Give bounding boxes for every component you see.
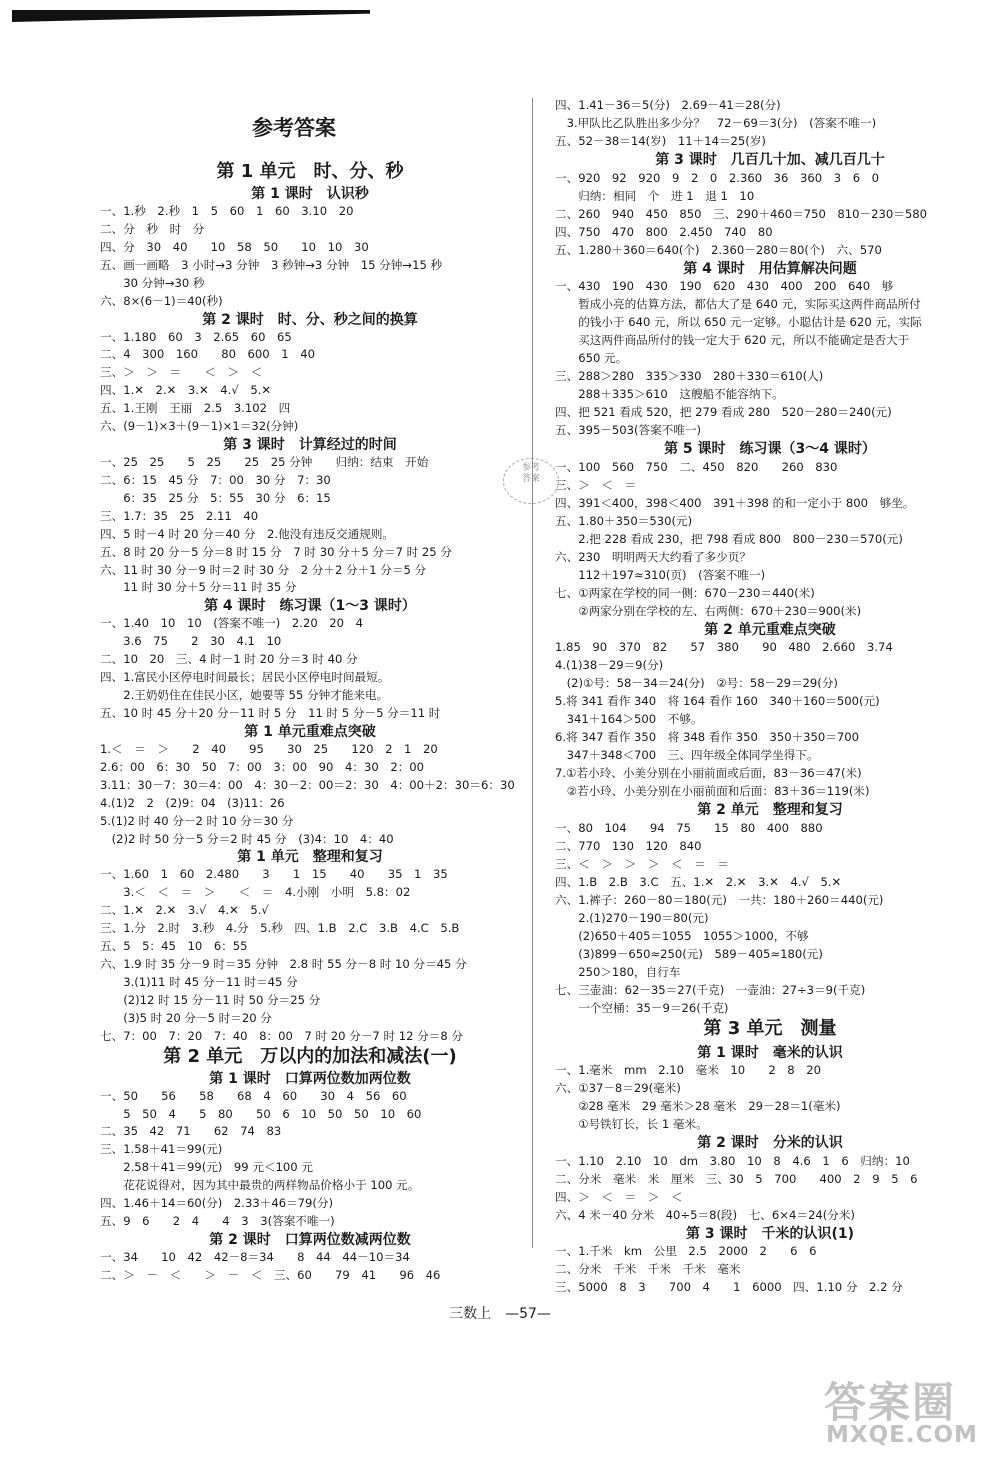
page-title: 参考答案: [252, 116, 336, 140]
section-heading: 第 3 课时 计算经过的时间: [223, 437, 397, 454]
answer-line: (2)2 时 50 分－5 分＝2 时 45 分 (3)4：10 4：40: [100, 831, 394, 846]
answer-line: 的钱小于 640 元，所以 650 元一定够。小聪估计是 620 元，实际: [555, 315, 922, 329]
section-heading: 第 1 课时 毫米的认识: [697, 1044, 843, 1061]
answer-line: 二、分 秒 时 分: [100, 221, 205, 236]
section-heading: 第 1 课时 口算两位数加两位数: [209, 1070, 411, 1087]
answer-line: (3)899－650≈250(元) 589－405≈180(元): [555, 946, 823, 961]
answer-line: 3.＜ ＜ ＝ ＞ ＜ ＝ 4.小刚 小明 5.8：02: [100, 885, 411, 900]
answer-line: 三、1.分 2.时 3.秒 4.分 5.秒 四、1.B 2.C 3.B 4.C 5.B: [100, 921, 460, 936]
answer-line: 五、10 时 45 分＋20 分－11 时 5 分 11 时 5 分－5 分＝11 时: [100, 706, 441, 720]
column-divider: [532, 98, 533, 1248]
section-heading: 第 3 课时 几百几十加、减几百几十: [655, 152, 885, 168]
answer-line: 三、＞ ＜ ＝: [555, 477, 637, 492]
answer-line: 7.①若小玲、小美分别在小丽前面或后面，83－36＝47(米): [555, 766, 862, 780]
answer-line: (2)12 时 15 分－11 时 50 分＝25 分: [100, 992, 321, 1007]
answer-line: 6：35 25 分 5：55 30 分 6：15: [100, 490, 331, 505]
section-heading: 第 1 单元重难点突破: [244, 723, 376, 740]
answer-line: 五、1.80＋350＝530(元): [555, 513, 693, 528]
answer-line: 112＋197≈310(页) (答案不唯一): [555, 567, 766, 582]
page-footer: 三数上 —57—: [449, 1306, 551, 1322]
answer-line: 花花说得对，因为其中最贵的两样物品价格小于 100 元。: [100, 1178, 420, 1193]
answer-line: 一、80 104 94 75 15 80 400 880: [555, 820, 823, 835]
answer-line: 二、＞ － ＜ ＞ － ＜ 三、60 79 41 96 46: [100, 1267, 441, 1282]
answer-line: 二、770 130 120 840: [555, 838, 702, 853]
section-heading: 第 2 课时 口算两位数减两位数: [209, 1232, 411, 1248]
answer-line: 二、260 940 450 850 三、290＋460＝750 810－230＝580: [555, 206, 928, 221]
answer-line: 四、1.富民小区停电时间最长；居民小区停电时间最短。: [100, 670, 390, 685]
answer-line: 四、1.✕ 2.✕ 3.✕ 4.√ 5.✕: [100, 383, 272, 398]
answer-line: 一、34 10 42 42－8＝34 8 44 44－10＝34: [100, 1250, 410, 1264]
answer-line: 六、8×(6－1)＝40(秒): [100, 293, 223, 308]
answer-line: 暂成小亮的估算方法，都估大了是 640 元，实际买这两件商品所付: [555, 297, 921, 311]
answer-line: 五、1.280＋360＝640(个) 2.360－280＝80(个) 六、570: [555, 242, 882, 257]
answer-line: (2)①号：58－34＝24(分) ②号：58－29＝29(分): [555, 676, 838, 690]
answer-line: 一、1.千米 km 公里 2.5 2000 2 6 6: [555, 1244, 817, 1258]
section-heading: 第 2 单元 整理和复习: [697, 802, 843, 818]
answer-line: 一、430 190 430 190 620 430 400 200 640 够: [555, 279, 894, 293]
section-heading: 第 1 单元 时、分、秒: [216, 161, 404, 182]
section-heading: 第 4 课时 用估算解决问题: [683, 260, 857, 277]
answer-line: 五、画一画略 3 小时→3 分钟 3 秒钟→3 分钟 15 分钟→15 秒: [100, 257, 443, 272]
answer-line: 288＋335＞610 这艘船不能容纳下。: [555, 387, 784, 401]
answer-line: 一、50 56 58 68 4 60 30 4 56 60: [100, 1088, 407, 1103]
answer-line: 一、25 25 5 25 25 25 分钟 归纳：结束 开始: [100, 455, 429, 470]
answer-line: 六、①37－8＝29(毫米): [555, 1081, 681, 1095]
answer-stamp: [503, 458, 559, 504]
answer-line: 七、三壶油：62－35＝27(千克) 一壶油：27÷3＝9(千克): [555, 982, 866, 997]
answer-line: 五、9 6 2 4 4 3 3(答案不唯一): [100, 1214, 335, 1229]
answer-line: 五、395－503(答案不唯一): [555, 423, 702, 437]
answer-line: 30 分钟→30 秒: [100, 275, 205, 290]
answer-line: 5.将 341 看作 340 将 164 看作 160 340＋160＝500(元): [555, 694, 880, 708]
section-heading: 第 4 课时 练习课（1～3 课时）: [204, 598, 416, 615]
answer-line: 四、1.41－36＝5(分) 2.69－41＝28(分): [555, 98, 781, 112]
answer-line: 四、＞ ＜ ＝ ＞ ＜: [555, 1189, 683, 1204]
answer-line: 四、391＜400，398＜400 391＋398 的和一定小于 800 够坐。: [555, 495, 915, 510]
answer-line: 4.(1)38－29＝9(分): [555, 658, 664, 672]
answer-line: 二、分米 千米 千米 千米 毫米: [555, 1262, 741, 1276]
answer-line: 五、5 5：45 10 6：55: [100, 939, 248, 954]
answer-line: 4.(1)2 2 (2)9：04 (3)11：26: [100, 795, 285, 810]
answer-line: 650 元。: [555, 351, 628, 365]
answer-line: 买这两件商品所付的钱一定大于 620 元，所以不能确定是否大于: [555, 333, 910, 347]
answer-line: 一、1.秒 2.秒 1 5 60 1 60 3.10 20: [100, 204, 354, 218]
answer-line: 11 时 30 分＋5 分＝11 时 35 分: [100, 580, 297, 595]
answer-line: 六、4 米－40 分米 40÷5＝8(段) 七、6×4＝24(分米): [555, 1207, 855, 1222]
answer-line: 六、11 时 30 分－9 时＝2 时 30 分 2 分＋2 分＋1 分＝5 分: [100, 562, 427, 577]
answer-line: 1.85 90 370 82 57 380 90 480 2.660 3.74: [555, 640, 893, 654]
watermark-url: MXQE.COM: [826, 1422, 978, 1448]
answer-line: 二、1.✕ 2.✕ 3.√ 4.✕ 5.√: [100, 903, 269, 918]
section-heading: 第 1 单元 整理和复习: [237, 849, 383, 866]
answer-line: ①号铁钉长，长 1 毫米。: [555, 1117, 708, 1131]
answer-line: 2.58＋41＝99(元) 99 元＜100 元: [100, 1160, 313, 1175]
answer-line: 三、288＞280 335＞330 280＋330＝610(人): [555, 369, 824, 383]
answer-line: 5.(1)2 时 40 分－2 时 10 分＝30 分: [100, 813, 294, 828]
answer-line: ②若小玲、小美分别在小丽前面和后面：83＋36＝119(米): [555, 784, 870, 798]
answer-line: 四、分 30 40 10 58 50 10 10 30: [100, 239, 369, 254]
answer-line: 二、4 300 160 80 600 1 40: [100, 347, 315, 362]
answer-line: 五、8 时 20 分－5 分＝8 时 15 分 7 时 30 分＋5 分＝7 时 25 分: [100, 544, 452, 559]
answer-line: 3.甲队比乙队胜出多少分？ 72－69＝3(分) (答案不唯一): [555, 116, 877, 130]
answer-line: 347＋348＜700 三、四年级全体同学坐得下。: [555, 748, 819, 762]
answer-line: 3.6 75 2 30 4.1 10: [100, 634, 282, 649]
answer-line: 250＞180，自行车: [555, 964, 681, 979]
answer-line: 2.(1)270－190＝80(元): [555, 910, 709, 925]
answer-line: 三、＜ ＞ ＞ ＞ ＜ ＝ ＝: [555, 856, 729, 871]
answer-line: 3.11：30－7：30＝4：00 4：30－2：00＝2：30 4：00＋2：30＝6：30: [100, 777, 515, 792]
answer-line: 三、＞ ＞ ＝ ＜ ＞ ＜: [100, 365, 263, 380]
answer-line: 三、5000 8 3 700 4 1 6000 四、1.10 分 2.2 分: [555, 1280, 903, 1294]
answer-line: 三、1.7：35 25 2.11 40: [100, 508, 259, 523]
section-heading: 第 5 课时 练习课（3～4 课时）: [664, 441, 876, 457]
answer-line: 六、1.裤子：260－80＝180(元) 一共：180＋260＝440(元): [555, 892, 884, 907]
answer-line: 2.6：00 6：30 50 7：00 3：00 90 4：30 2：00: [100, 759, 425, 774]
answer-line: 一、1.60 1 60 2.480 3 1 15 40 35 1 35: [100, 867, 448, 882]
section-heading: 第 2 单元重难点突破: [704, 621, 836, 638]
answer-line: 一、1.180 60 3 2.65 60 65: [100, 329, 292, 344]
answer-line: 四、750 470 800 2.450 740 80: [555, 224, 773, 239]
answer-line: 五、52－38＝14(岁) 11＋14＝25(岁): [555, 134, 766, 148]
answer-line: 341＋164＞500 不够。: [555, 712, 703, 726]
answer-line: 四、1.46＋14＝60(分) 2.33＋46＝79(分): [100, 1196, 334, 1211]
answer-line: 一个空桶：35－9＝26(千克): [555, 1000, 729, 1015]
answer-line: 一、920 92 920 9 2 0 2.360 36 360 3 6 0: [555, 170, 880, 185]
answer-line: 二、6：15 45 分 7：00 30 分 7：30: [100, 472, 331, 487]
stamp-line-1: 参考: [521, 463, 540, 473]
answer-line: 七、7：00 7：20 7：40 8：00 7 时 20 分－7 时 12 分＝8 分: [100, 1028, 464, 1043]
answer-line: (3)5 时 20 分－5 时＝20 分: [100, 1010, 272, 1025]
answer-line: 二、分米 毫米 米 厘米 三、30 5 700 400 2 9 5 6: [555, 1171, 918, 1186]
watermark-brand: 答案圈: [824, 1378, 957, 1427]
answer-line: ②28 毫米 29 毫米＞28 毫米 29－28＝1(毫米): [555, 1099, 841, 1113]
section-heading: 第 3 单元 测量: [703, 1017, 837, 1039]
section-heading: 第 1 课时 认识秒: [251, 186, 369, 202]
answer-line: 六、230 明明两天大约看了多少页？: [555, 549, 752, 564]
site-watermark: [824, 1370, 992, 1456]
answer-line: 3.(1)11 时 45 分－11 时＝45 分: [100, 974, 298, 989]
section-heading: 第 2 课时 时、分、秒之间的换算: [202, 311, 418, 328]
section-heading: 第 3 课时 千米的认识(1): [685, 1225, 855, 1242]
answer-line: (2)650＋405＝1055 1055＞1000，不够: [555, 928, 809, 943]
answer-line: 一、1.40 10 10 (答案不唯一) 2.20 20 4: [100, 616, 364, 631]
answer-line: 四、把 521 看成 520，把 279 看成 280 520－280＝240(元): [555, 405, 892, 419]
answer-line: 2.王奶奶住在佳民小区，她要等 55 分钟才能来电。: [100, 688, 389, 703]
answer-line: 6.将 347 看作 350 将 348 看作 350 350＋350＝700: [555, 730, 860, 744]
answer-line: 一、1.10 2.10 10 dm 3.80 10 8 4.6 1 6 归纳：10: [555, 1153, 910, 1168]
answer-line: 二、10 20 三、4 时－1 时 20 分＝3 时 40 分: [100, 652, 358, 667]
answer-line: 归纳：相同 个 进 1 退 1 10: [555, 188, 755, 203]
answer-line: 二、35 42 71 62 74 83: [100, 1124, 282, 1139]
section-heading: 第 2 单元 万以内的加法和减法(一): [163, 1045, 457, 1067]
answer-line: 四、1.B 2.B 3.C 五、1.✕ 2.✕ 3.✕ 4.√ 5.✕: [555, 874, 842, 889]
answer-line: 六、(9－1)×3＋(9－1)×1＝32(分钟): [100, 419, 299, 434]
answer-line: 四、5 时－4 时 20 分＝40 分 2.他没有违反交通规则。: [100, 526, 395, 541]
answer-line: 2.把 228 看成 230，把 798 看成 800 800－230＝570(元): [555, 531, 903, 546]
section-heading: 第 2 课时 分米的认识: [697, 1135, 843, 1151]
answer-line: ②两家分别在学校的左、右两侧：670＋230＝900(米): [555, 603, 862, 618]
top-decorative-bar: [12, 10, 370, 22]
answer-line: 六、1.9 时 35 分－9 时＝35 分钟 2.8 时 55 分－8 时 10 分＝45 分: [100, 957, 467, 972]
answer-line: 五、1.王刚 王丽 2.5 3.102 四: [100, 401, 291, 416]
answer-line: 七、①两家在学校的同一侧：670－230＝440(米): [555, 585, 815, 600]
answer-line: 一、100 560 750 二、450 820 260 830: [555, 459, 838, 474]
answer-line: 5 50 4 5 80 50 6 10 50 50 10 60: [100, 1106, 422, 1121]
answer-line: 1.＜ ＝ ＞ 2 40 95 30 25 120 2 1 20: [100, 741, 438, 756]
answer-line: 三、1.58＋41＝99(元): [100, 1142, 223, 1157]
stamp-line-2: 答案: [521, 474, 540, 484]
answer-line: 一、1.毫米 mm 2.10 毫米 10 2 8 20: [555, 1063, 822, 1077]
